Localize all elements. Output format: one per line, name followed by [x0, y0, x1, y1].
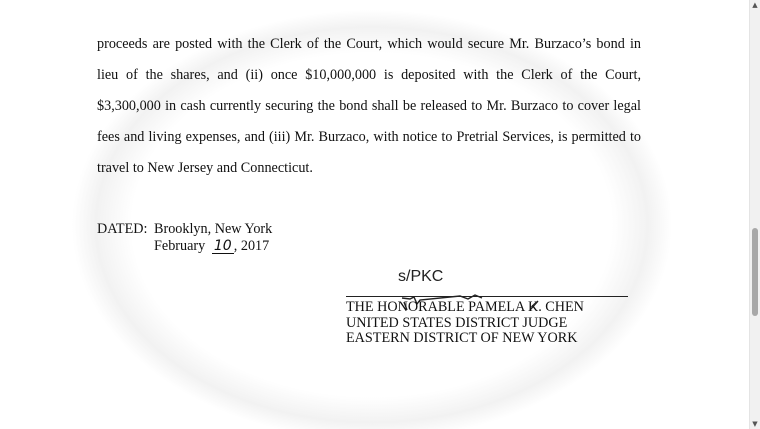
date-line [97, 238, 272, 255]
judge-title: UNITED STATES DISTRICT JUDGE [346, 314, 568, 331]
triangle-up-icon[interactable]: ▲ [752, 1, 758, 9]
order-paragraph: proceeds are posted with the Clerk of the Court, which would secure Mr. Burzaco’s bond in lieu of the shares, and (ii) once $10,000,000 is deposited with the Clerk of the Court, $3,300,000 in cash currently securing the bond shall be released to Mr. Burzaco to cover legal fees and living expenses, and (iii) Mr. Burzaco, with notice to Pretrial Services, is permitted to travel to New Jersey and Connecticut. [97, 36, 641, 176]
triangle-down-icon[interactable]: ▼ [752, 420, 758, 428]
scrollbar-thumb[interactable] [752, 228, 758, 316]
electronic-signature: s/PKC [398, 268, 444, 285]
vertical-scrollbar[interactable] [749, 0, 760, 429]
date-month: February [154, 238, 206, 254]
date-year: , 2017 [233, 238, 270, 254]
date-day-handwritten: 10 [212, 239, 234, 254]
judge-name: THE HONORABLE PAMELA K. CHEN [346, 299, 584, 315]
judge-block [346, 300, 584, 347]
dated-location: Brooklyn, New York [154, 221, 273, 237]
dated-block [97, 221, 272, 255]
dated-line [97, 221, 272, 238]
judge-district: EASTERN DISTRICT OF NEW YORK [346, 330, 578, 346]
dated-label: DATED: [97, 221, 148, 237]
signature-line [346, 296, 628, 297]
